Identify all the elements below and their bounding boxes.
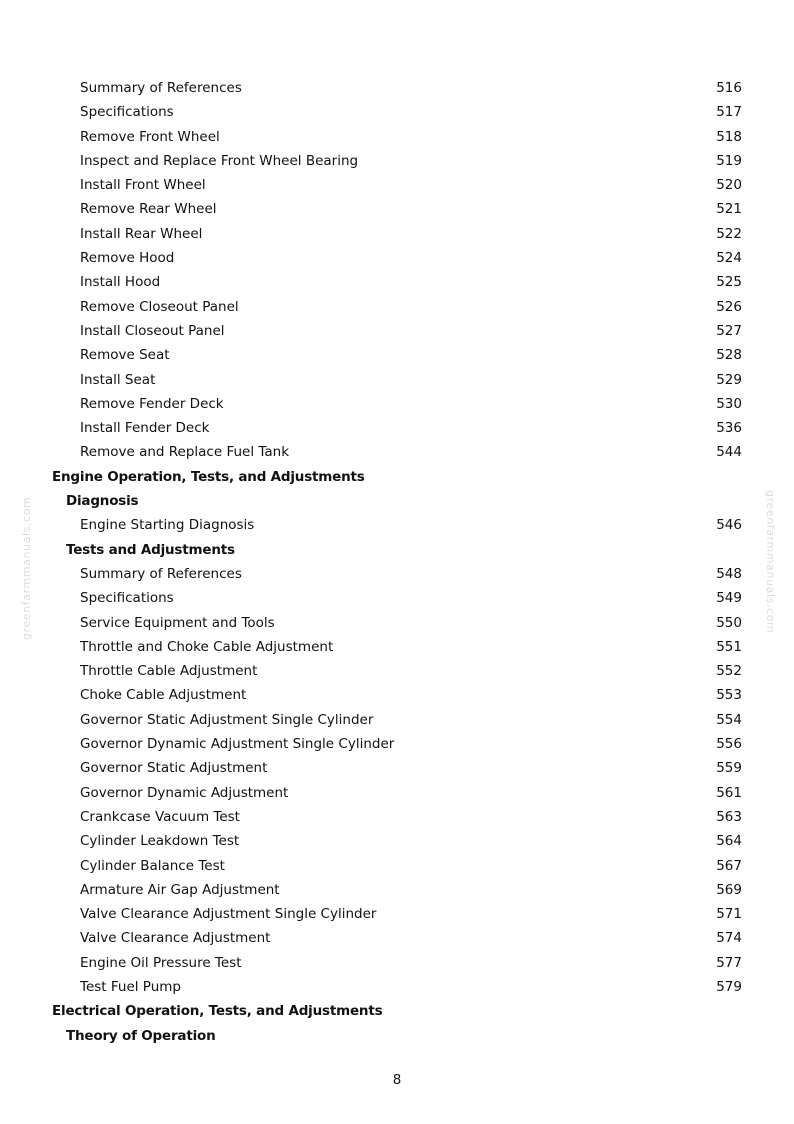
- toc-entry[interactable]: [0, 416, 794, 440]
- toc-entry[interactable]: [0, 708, 794, 732]
- toc-entry-page-number: 561: [716, 784, 742, 801]
- toc-entry-title: Remove Front Wheel: [80, 128, 220, 145]
- toc-entry-title: Governor Dynamic Adjustment: [80, 784, 289, 801]
- toc-entry-title: Remove Hood: [80, 250, 175, 267]
- toc-entry-page-number: 569: [716, 881, 742, 898]
- toc-entry-page-number: 563: [716, 808, 742, 825]
- toc-entry[interactable]: [0, 926, 794, 950]
- toc-section-heading[interactable]: [0, 999, 794, 1023]
- toc-entry[interactable]: [0, 100, 794, 124]
- toc-entry-page-number: 554: [716, 711, 742, 728]
- toc-entry[interactable]: [0, 805, 794, 829]
- toc-entry-title: Cylinder Balance Test: [80, 857, 225, 874]
- toc-entry-page-number: 574: [716, 930, 742, 947]
- toc-entry[interactable]: [0, 513, 794, 537]
- toc-entry-page-number: 551: [716, 638, 742, 655]
- toc-section-heading[interactable]: [0, 465, 794, 489]
- toc-entry-page-number: 526: [716, 298, 742, 315]
- toc-entry[interactable]: [0, 611, 794, 635]
- toc-entry-title: Specifications: [80, 104, 174, 121]
- toc-entry-page-number: 577: [716, 954, 742, 971]
- watermark-right: greenfarmmanuals.com: [764, 490, 777, 634]
- toc-entry-title: Install Front Wheel: [80, 177, 206, 194]
- toc-subsection-heading[interactable]: [0, 1024, 794, 1048]
- toc-entry[interactable]: [0, 319, 794, 343]
- toc-entry-title: Governor Static Adjustment: [80, 760, 268, 777]
- toc-entry[interactable]: [0, 951, 794, 975]
- toc-entry[interactable]: [0, 368, 794, 392]
- toc-entry[interactable]: [0, 76, 794, 100]
- toc-entry-title: Remove Fender Deck: [80, 395, 224, 412]
- toc-entry-title: Install Hood: [80, 274, 161, 291]
- toc-entry[interactable]: [0, 732, 794, 756]
- toc-entry-page-number: 564: [716, 833, 742, 850]
- toc-entry-title: Valve Clearance Adjustment: [80, 930, 271, 947]
- toc-entry-title: Install Fender Deck: [80, 420, 210, 437]
- toc-entry-title: Inspect and Replace Front Wheel Bearing: [80, 152, 359, 169]
- toc-entry[interactable]: [0, 149, 794, 173]
- toc-entry-title: Electrical Operation, Tests, and Adjustments: [52, 1003, 383, 1020]
- toc-entry-title: Install Rear Wheel: [80, 225, 203, 242]
- toc-entry-title: Crankcase Vacuum Test: [80, 808, 240, 825]
- toc-entry-page-number: 519: [716, 152, 742, 169]
- toc-entry-page-number: 544: [716, 444, 742, 461]
- toc-entry-title: Remove Rear Wheel: [80, 201, 217, 218]
- toc-entry-title: Governor Static Adjustment Single Cylinder: [80, 711, 374, 728]
- toc-entry-page-number: 567: [716, 857, 742, 874]
- toc-entry-page-number: 571: [716, 906, 742, 923]
- toc-entry[interactable]: [0, 343, 794, 367]
- toc-entry[interactable]: [0, 659, 794, 683]
- toc-entry-page-number: 556: [716, 736, 742, 753]
- toc-entry-page-number: 524: [716, 250, 742, 267]
- toc-entry-title: Theory of Operation: [66, 1027, 216, 1044]
- toc-entry-page-number: 527: [716, 322, 742, 339]
- toc-entry[interactable]: [0, 197, 794, 221]
- toc-entry[interactable]: [0, 392, 794, 416]
- toc-entry-title: Valve Clearance Adjustment Single Cylinder: [80, 906, 377, 923]
- toc-entry-title: Throttle and Choke Cable Adjustment: [80, 638, 334, 655]
- toc-entry-title: Governor Dynamic Adjustment Single Cylinder: [80, 736, 395, 753]
- table-of-contents: [0, 76, 794, 1048]
- toc-entry[interactable]: [0, 878, 794, 902]
- toc-entry-title: Remove and Replace Fuel Tank: [80, 444, 290, 461]
- toc-entry-title: Engine Starting Diagnosis: [80, 517, 255, 534]
- toc-entry[interactable]: [0, 586, 794, 610]
- toc-entry-page-number: 521: [716, 201, 742, 218]
- toc-entry-page-number: 536: [716, 420, 742, 437]
- toc-entry-title: Choke Cable Adjustment: [80, 687, 247, 704]
- toc-entry-title: Remove Seat: [80, 347, 170, 364]
- toc-entry-page-number: 525: [716, 274, 742, 291]
- toc-entry-title: Tests and Adjustments: [66, 541, 235, 558]
- toc-entry[interactable]: [0, 683, 794, 707]
- toc-entry-page-number: 516: [716, 80, 742, 96]
- toc-entry-page-number: 546: [716, 517, 742, 534]
- toc-entry-page-number: 553: [716, 687, 742, 704]
- watermark-left: greenfarmmanuals.com: [20, 496, 33, 640]
- toc-entry[interactable]: [0, 173, 794, 197]
- toc-entry-title: Throttle Cable Adjustment: [80, 663, 258, 680]
- toc-entry[interactable]: [0, 270, 794, 294]
- toc-entry-page-number: 529: [716, 371, 742, 388]
- toc-entry-page-number: 552: [716, 663, 742, 680]
- page-number: 8: [392, 1072, 402, 1088]
- toc-entry-page-number: 550: [716, 614, 742, 631]
- toc-entry-page-number: 518: [716, 128, 742, 145]
- toc-entry[interactable]: [0, 562, 794, 586]
- toc-entry-title: Service Equipment and Tools: [80, 614, 275, 631]
- toc-entry-page-number: 548: [716, 565, 742, 582]
- toc-entry[interactable]: [0, 829, 794, 853]
- toc-entry-title: Specifications: [80, 590, 174, 607]
- toc-entry[interactable]: [0, 246, 794, 270]
- toc-entry-title: Cylinder Leakdown Test: [80, 833, 240, 850]
- toc-entry[interactable]: [0, 635, 794, 659]
- toc-entry-title: Test Fuel Pump: [80, 978, 181, 995]
- toc-entry-page-number: 517: [716, 104, 742, 121]
- toc-entry[interactable]: [0, 975, 794, 999]
- toc-entry-page-number: 530: [716, 395, 742, 412]
- toc-entry[interactable]: [0, 222, 794, 246]
- toc-entry[interactable]: [0, 440, 794, 464]
- toc-entry-title: Summary of References: [80, 80, 242, 96]
- toc-entry-title: Engine Operation, Tests, and Adjustments: [52, 468, 365, 485]
- toc-entry-title: Install Closeout Panel: [80, 322, 225, 339]
- toc-entry-page-number: 579: [716, 978, 742, 995]
- toc-entry-page-number: 528: [716, 347, 742, 364]
- toc-entry-page-number: 559: [716, 760, 742, 777]
- toc-subsection-heading[interactable]: [0, 489, 794, 513]
- toc-entry[interactable]: [0, 756, 794, 780]
- toc-entry-page-number: 549: [716, 590, 742, 607]
- toc-entry-title: Summary of References: [80, 565, 242, 582]
- toc-entry-title: Engine Oil Pressure Test: [80, 954, 242, 971]
- toc-entry-title: Armature Air Gap Adjustment: [80, 881, 280, 898]
- toc-entry-page-number: 522: [716, 225, 742, 242]
- toc-entry[interactable]: [0, 781, 794, 805]
- toc-entry[interactable]: [0, 854, 794, 878]
- toc-entry-title: Remove Closeout Panel: [80, 298, 239, 315]
- toc-subsection-heading[interactable]: [0, 538, 794, 562]
- toc-entry-title: Diagnosis: [66, 493, 139, 510]
- toc-entry-page-number: 520: [716, 177, 742, 194]
- toc-entry[interactable]: [0, 902, 794, 926]
- toc-entry[interactable]: [0, 295, 794, 319]
- toc-entry[interactable]: [0, 125, 794, 149]
- toc-entry-title: Install Seat: [80, 371, 156, 388]
